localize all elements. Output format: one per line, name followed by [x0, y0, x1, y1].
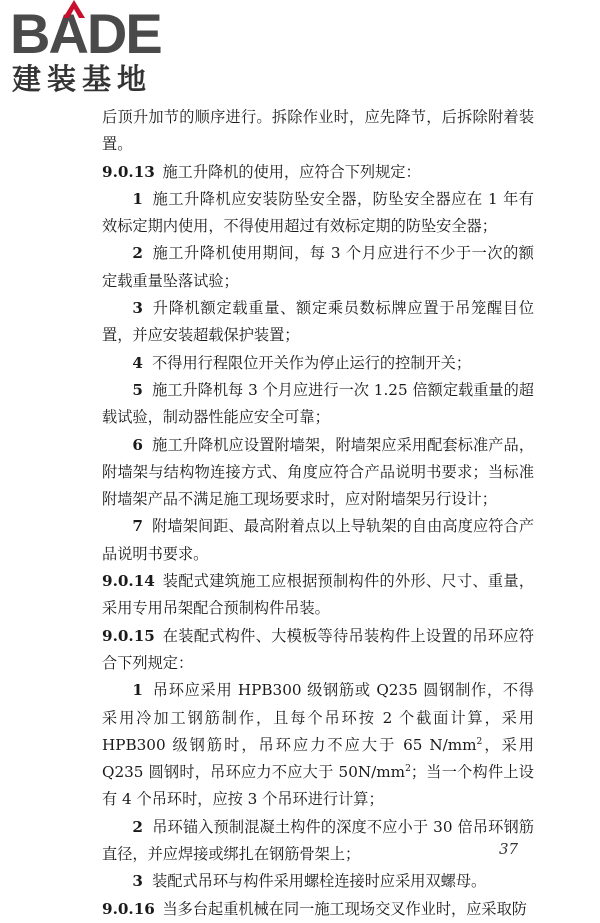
item-number: 6: [132, 435, 143, 454]
brand-subtitle: 建装基地: [12, 62, 153, 96]
document-body: [102, 104, 534, 923]
list-item: 7 附墙架间距、最高附着点以上导轨架的自由高度应符合产品说明书要求。: [102, 517, 534, 563]
clause-number: 9.0.13: [102, 162, 155, 181]
brand-name: BADE: [10, 2, 161, 65]
clause-number: 9.0.15: [102, 626, 155, 645]
item-number: 3: [132, 299, 143, 318]
list-item: 2 施工升降机使用期间，每 3 个月应进行不少于一次的额定载重量坠落试验；: [102, 244, 534, 290]
list-item: 5 施工升降机每 3 个月应进行一次 1.25 倍额定载重量的超载试验，制动器性能应安全可靠；: [102, 380, 534, 427]
clause-paragraph: 9.0.15 在装配式构件、大模板等待吊装构件上设置的吊环应符合下列规定：: [102, 626, 534, 672]
list-item: 3 装配式吊环与构件采用螺栓连接时应采用双螺母。: [132, 872, 487, 891]
item-number: 1: [132, 681, 143, 700]
paragraph-continuation: 后顶升加节的顺序进行。拆除作业时，应先降节，后拆除附着装置。: [102, 108, 534, 154]
clause-paragraph: 9.0.16 当多台起重机械在同一施工现场交叉作业时，应采取防: [102, 899, 527, 918]
item-number: 2: [132, 244, 143, 263]
list-item: 1 吊环应采用 HPB300 级钢筋或 Q235 圆钢制作，不得采用冷加工钢筋制作，且每个吊环按 2 个截面计算，采用 HPB300 级钢筋时，吊环应力不应大于 65 $N/mm^2$，采用 Q235 圆钢时，吊环应力不应大于 $50N/mm^2$；当一个构件上设有 4 个吊环时，应按 3 个吊环进行计算；: [102, 681, 534, 809]
item-number: 4: [132, 353, 143, 372]
brand-logo: [10, 2, 210, 106]
list-item: 1 施工升降机应安装防坠安全器，防坠安全器应在 1 年有效标定期内使用，不得使用超过有效标定期的防坠安全器；: [102, 189, 534, 236]
item-number: 1: [132, 189, 143, 208]
item-number: 3: [132, 872, 143, 891]
list-item: 3 升降机额定载重量、额定乘员数标牌应置于吊笼醒目位置，并应安装超载保护装置；: [102, 299, 534, 345]
item-number: 7: [132, 517, 143, 536]
list-item: 6 施工升降机应设置附墙架，附墙架应采用配套标准产品，附墙架与结构物连接方式、角度应符合产品说明书要求；当标准附墙架产品不满足施工现场要求时，应对附墙架另行设计；: [102, 435, 534, 509]
item-number: 5: [132, 380, 143, 399]
clause-number: 9.0.14: [102, 572, 155, 591]
clause-paragraph: 9.0.13 施工升降机的使用，应符合下列规定：: [102, 162, 421, 181]
list-item: 2 吊环锚入预制混凝土构件的深度不应小于 30 倍吊环钢筋直径，并应焊接或绑扎在钢筋骨架上；: [102, 817, 534, 864]
item-number: 2: [132, 817, 143, 836]
logo-chevron-icon: [63, 0, 85, 18]
list-item: 4 不得用行程限位开关作为停止运行的控制开关；: [132, 353, 472, 372]
clause-paragraph: 9.0.14 装配式建筑施工应根据预制构件的外形、尺寸、重量，采用专用吊架配合预制构件吊装。: [102, 572, 534, 618]
page-number: 37: [499, 840, 519, 858]
clause-number: 9.0.16: [102, 899, 155, 918]
